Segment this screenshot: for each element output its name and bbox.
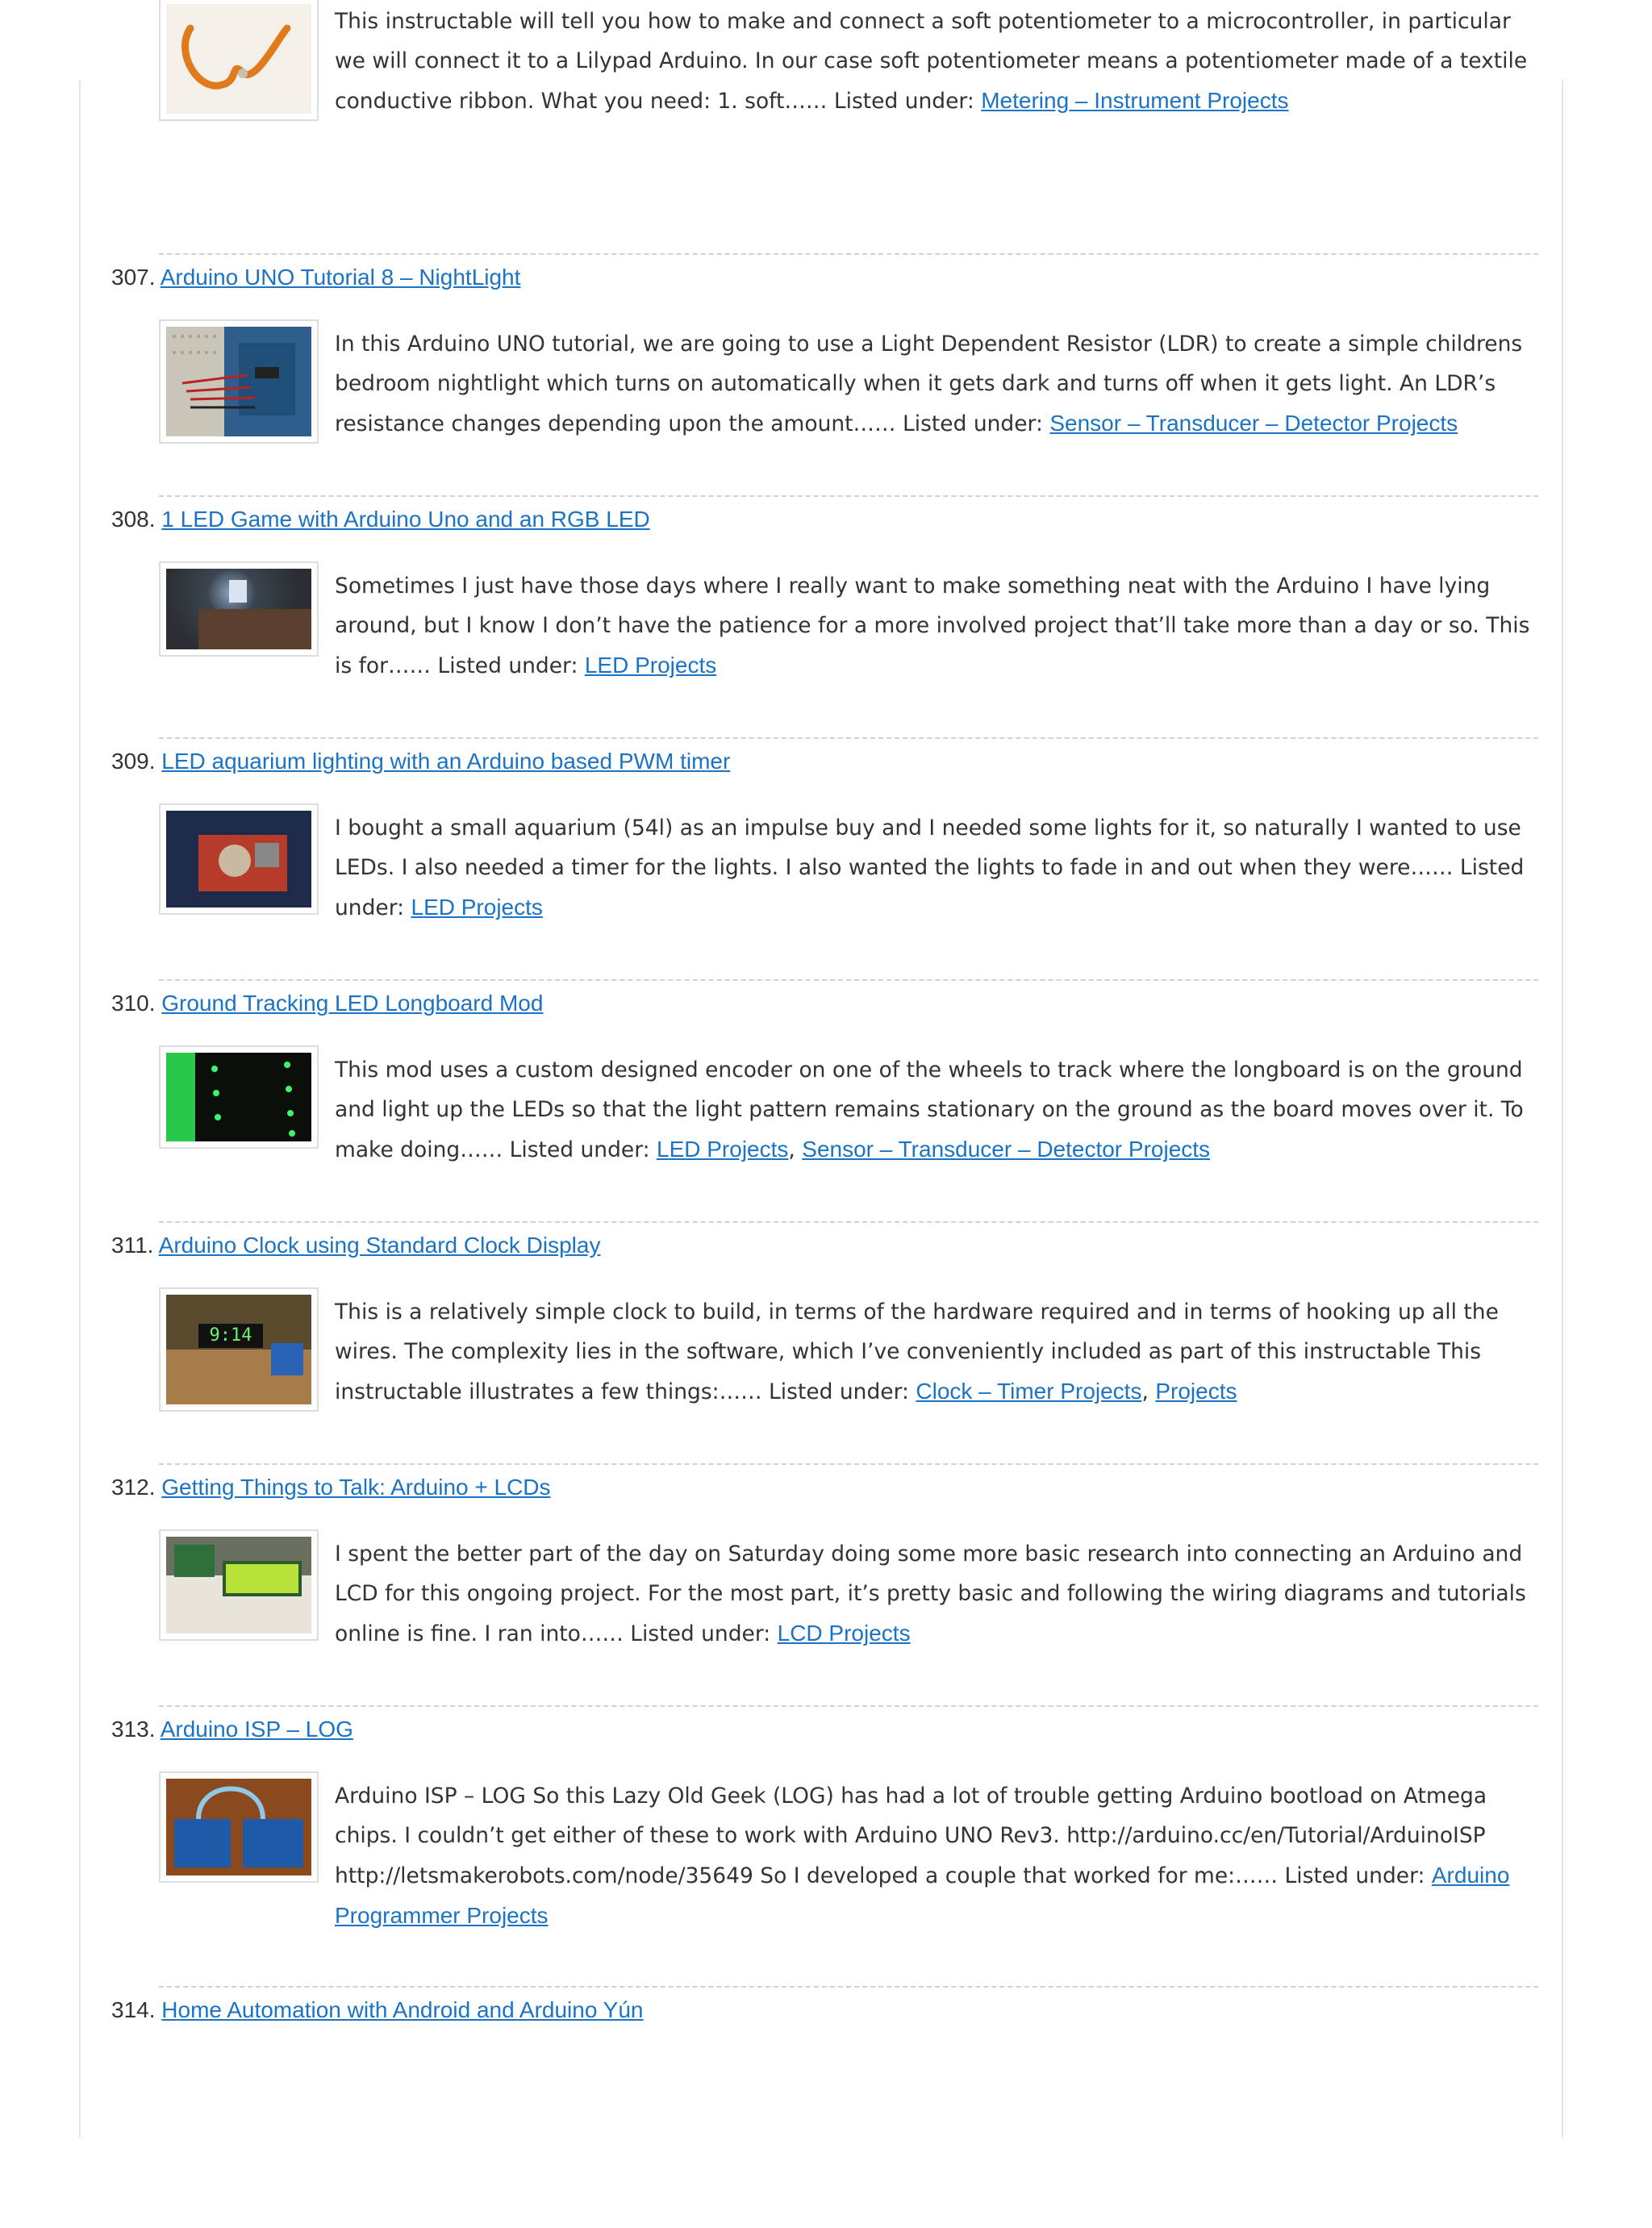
item-heading [111, 1994, 644, 2026]
category-link[interactable]: LED Projects [411, 895, 543, 920]
category-link[interactable]: LED Projects [584, 653, 717, 678]
item-number: 307. [111, 265, 156, 290]
item-heading [111, 261, 520, 294]
thumbnail-lcd[interactable] [159, 1529, 319, 1641]
list-item-312 [0, 1463, 1652, 1705]
item-description: Arduino ISP – LOG So this Lazy Old Geek (LOG) has had a lot of trouble getting Arduino bootload on Atmega chips. I couldn’t get either of these to work with Arduino UNO Rev3. http://arduino.cc/en/Tutorial/ArduinoISP http://letsmakerobots.com/node/35649 So I developed a couple that worked for me:…… Listed under: Arduino Programmer Projects [335, 1784, 1510, 1928]
item-number: 313. [111, 1717, 156, 1742]
ribbon-image [166, 4, 311, 114]
item-number: 308. [111, 507, 156, 532]
item-number: 312. [111, 1475, 156, 1500]
item-heading [111, 745, 730, 778]
item-heading [111, 987, 543, 1020]
list-item-311 [0, 1221, 1652, 1463]
list-item-313 [0, 1705, 1652, 1947]
category-link[interactable]: Metering – Instrument Projects [981, 88, 1289, 113]
item-description: This instructable will tell you how to make and connect a soft potentiometer to a microcontroller, in particular we will connect it to a Lilypad Arduino. In our case soft potentiometer means a potentiometer made of a textile conductive ribbon. What you need: 1. soft…… Listed under: Metering – Instrument Projects [335, 9, 1528, 114]
item-description: In this Arduino UNO tutorial, we are going to use a Light Dependent Resistor (LDR) to create a simple childrens bedroom nightlight which turns on automatically when it gets dark and turns off when it gets light. An LDR’s resistance changes depending upon the amount…… Listed under: Sensor – Transducer – Detector Projects [335, 332, 1523, 436]
item-title-link[interactable]: Getting Things to Talk: Arduino + LCDs [161, 1475, 551, 1500]
separator [159, 737, 1538, 739]
item-number: 309. [111, 749, 156, 774]
list-item-307 [0, 253, 1652, 495]
item-title-link[interactable]: LED aquarium lighting with an Arduino based PWM timer [161, 749, 731, 774]
thumbnail-nightlight[interactable] [159, 319, 319, 444]
list-item-309 [0, 737, 1652, 979]
category-link[interactable]: Projects [1155, 1379, 1237, 1404]
thumbnail-clock[interactable] [159, 1287, 319, 1412]
thumbnail-longboard[interactable] [159, 1045, 319, 1149]
item-title-link[interactable]: Arduino UNO Tutorial 8 – NightLight [160, 265, 521, 290]
category-link[interactable]: LCD Projects [777, 1621, 911, 1646]
separator [159, 253, 1538, 255]
list-item-top [0, 0, 1652, 173]
item-heading [111, 1229, 600, 1262]
circuit-board [174, 1545, 215, 1577]
thumbnail-soft-potentiometer[interactable] [159, 0, 319, 121]
thumbnail-aquarium-timer[interactable] [159, 803, 319, 915]
thumbnail-arduino-isp[interactable] [159, 1771, 319, 1883]
item-heading [111, 1713, 353, 1746]
item-description: This mod uses a custom designed encoder on one of the wheels to track where the longboard is on the ground and light up the LEDs so that the light pattern remains stationary on the ground as the board moves over it. To make doing…… Listed under: LED Projects, Sensor – Transducer – Detector Projects [335, 1058, 1524, 1162]
list-item-308 [0, 495, 1652, 737]
separator [159, 1221, 1538, 1223]
thumbnail-led-game[interactable] [159, 561, 319, 657]
category-link[interactable]: Clock – Timer Projects [916, 1379, 1142, 1404]
arduino-board [271, 1343, 303, 1375]
category-link[interactable]: Sensor – Transducer – Detector Projects [1049, 411, 1458, 436]
item-heading [111, 1471, 551, 1504]
item-description: Sometimes I just have those days where I really want to make something neat with the Arduino I have lying around, but I know I don’t have the patience for a more involved project that’ll take more than a day or so. This is for…… Listed under: LED Projects [335, 574, 1530, 678]
item-description: This is a relatively simple clock to build, in terms of the hardware required and in terms of hooking up all the wires. The complexity lies in the software, which I’ve conveniently included as part of this instructable This instructable illustrates a few things:…… Listed under: Clock – Timer Projects, Projects [335, 1300, 1499, 1404]
category-link[interactable]: LED Projects [657, 1137, 789, 1162]
item-description: I spent the better part of the day on Saturday doing some more basic research into connecting an Arduino and LCD for this ongoing project. For the most part, it’s pretty basic and following the wiring diagrams and tutorials online is fine. I ran into…… Listed under: LCD Projects [335, 1542, 1526, 1646]
clock-display: 9:14 [198, 1324, 263, 1348]
item-title-link[interactable]: Ground Tracking LED Longboard Mod [161, 991, 544, 1016]
list-item-310 [0, 979, 1652, 1221]
rgb-led-image [166, 569, 311, 649]
lcd-screen [223, 1561, 302, 1596]
separator [159, 1986, 1538, 1988]
separator [159, 495, 1538, 497]
item-number: 314. [111, 1997, 156, 2022]
list-item-314 [0, 1986, 1652, 2228]
item-description: I bought a small aquarium (54l) as an impulse buy and I needed some lights for it, so naturally I wanted to use LEDs. I also needed a timer for the lights. I also wanted the lights to fade in and out when they were…… Listed under: LED Projects [335, 816, 1525, 920]
separator [159, 1705, 1538, 1707]
item-heading [111, 503, 650, 536]
item-title-link[interactable]: 1 LED Game with Arduino Uno and an RGB LED [161, 507, 650, 532]
separator [159, 979, 1538, 981]
separator [159, 1463, 1538, 1465]
category-link[interactable]: Sensor – Transducer – Detector Projects [802, 1137, 1211, 1162]
arduino-board-image [166, 327, 311, 436]
item-title-link[interactable]: Arduino ISP – LOG [160, 1717, 353, 1742]
category-link[interactable]: Arduino Programmer Projects [335, 1863, 1510, 1928]
item-title-link[interactable]: Home Automation with Android and Arduino Yún [161, 1997, 644, 2022]
item-title-link[interactable]: Arduino Clock using Standard Clock Display [158, 1233, 601, 1258]
item-number: 311. [111, 1233, 154, 1258]
isp-boards-image [166, 1779, 311, 1875]
item-number: 310. [111, 991, 156, 1016]
led-strip-image [166, 1053, 311, 1141]
pwm-timer-image [166, 811, 311, 907]
